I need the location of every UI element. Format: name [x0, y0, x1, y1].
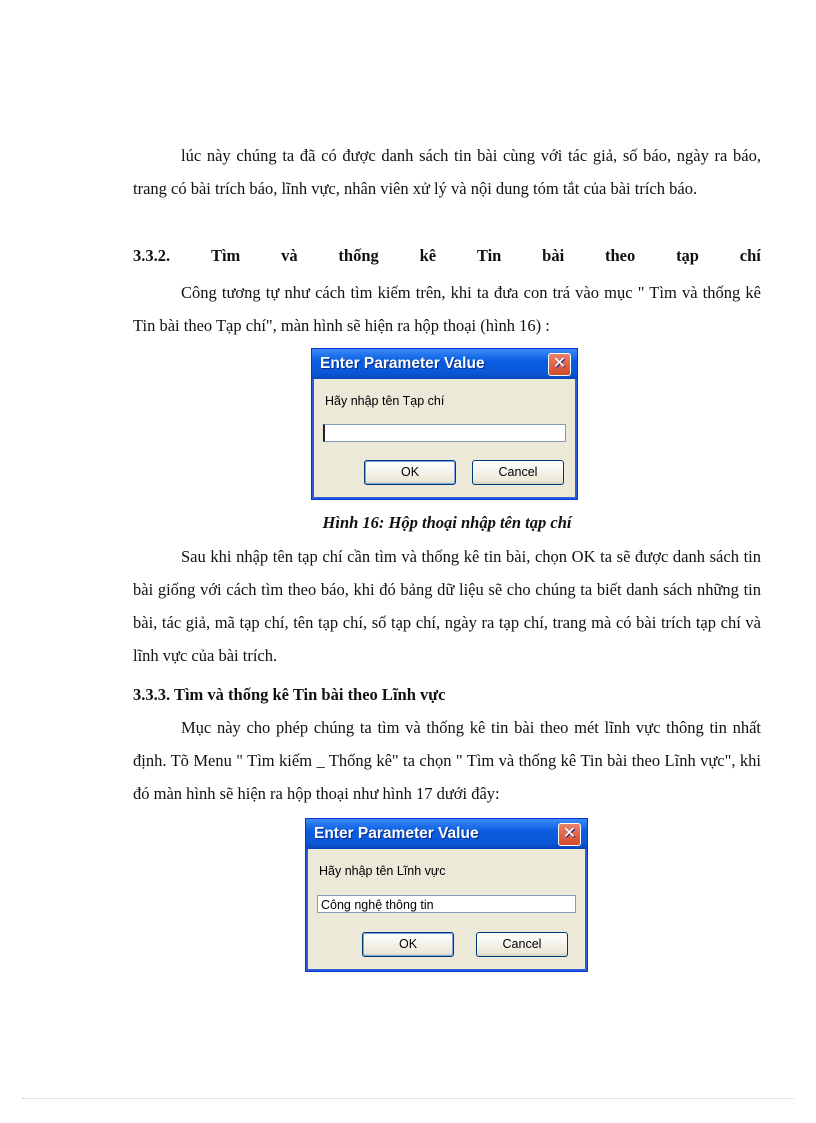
dialog-titlebar — [312, 349, 577, 379]
heading-word: Tìm — [210, 246, 241, 265]
heading-word: chí — [739, 246, 761, 265]
dialog-titlebar — [306, 819, 587, 849]
magazine-name-input[interactable] — [323, 424, 566, 442]
dialog-title: Enter Parameter Value — [314, 825, 479, 842]
heading-word: và — [281, 246, 298, 265]
heading-word: bài — [542, 246, 565, 265]
heading-word: kê — [419, 246, 437, 265]
enter-parameter-dialog-field — [305, 818, 588, 972]
figure-16-caption: Hình 16: Hộp thoại nhập tên tạp chí — [322, 513, 572, 532]
dialog-prompt: Hãy nhập tên Lĩnh vực — [319, 864, 446, 878]
paragraph-intro: lúc này chúng ta đã có được danh sách tin bài cùng với tác giả, số báo, ngày ra báo, trang có bài trích báo, lĩnh vực, nhân viên xử lý và nội dung tóm tắt của bài trích báo. — [133, 146, 761, 198]
heading-word: theo — [605, 246, 636, 265]
page-bottom-divider — [22, 1098, 794, 1099]
dialog-title: Enter Parameter Value — [320, 355, 485, 372]
ok-button[interactable]: OK — [362, 932, 454, 957]
enter-parameter-dialog-magazine — [311, 348, 578, 500]
ok-button[interactable]: OK — [364, 460, 456, 485]
heading-word: 3.3.2. — [133, 246, 171, 265]
dialog-prompt: Hãy nhập tên Tạp chí — [325, 394, 445, 408]
cancel-button[interactable]: Cancel — [472, 460, 564, 485]
heading-word: thống — [338, 246, 379, 265]
heading-word: tạp — [676, 246, 699, 265]
heading-3-3-2 — [133, 239, 761, 272]
paragraph-magazine-intro: Công tương tự như cách tìm kiếm trên, khi ta đưa con trá vào mục " Tìm và thống kê Tin bài theo Tạp chí", màn hình sẽ hiện ra hộp thoại (hình 16) : — [133, 283, 761, 335]
paragraph-magazine-result: Sau khi nhập tên tạp chí cần tìm và thống kê tin bài, chọn OK ta sẽ được danh sách tin bài giống với cách tìm theo báo, khi đó bảng dữ liệu sẽ cho chúng ta biết danh sách những tin bài, tác giả, mã tạp chí, tên tạp chí, số tạp chí, ngày ra tạp chí, trang mà có bài trích tạp chí và lĩnh vực của bài trích. — [133, 547, 761, 665]
close-icon[interactable]: ✕ — [558, 823, 581, 846]
heading-3-3-3: 3.3.3. Tìm và thống kê Tin bài theo Lĩnh vực — [133, 685, 446, 704]
field-name-input[interactable]: Công nghệ thông tin — [317, 895, 576, 913]
heading-word: Tin — [476, 246, 502, 265]
cancel-button[interactable]: Cancel — [476, 932, 568, 957]
paragraph-field-intro: Mục này cho phép chúng ta tìm và thống kê tin bài theo mét lĩnh vực thông tin nhất định. Tõ Menu " Tìm kiếm _ Thống kê" ta chọn " Tìm và thống kê Tin bài theo Lĩnh vực", khi đó màn hình sẽ hiện ra hộp thoại như hình 17 dưới đây: — [133, 718, 761, 803]
close-icon[interactable]: ✕ — [548, 353, 571, 376]
